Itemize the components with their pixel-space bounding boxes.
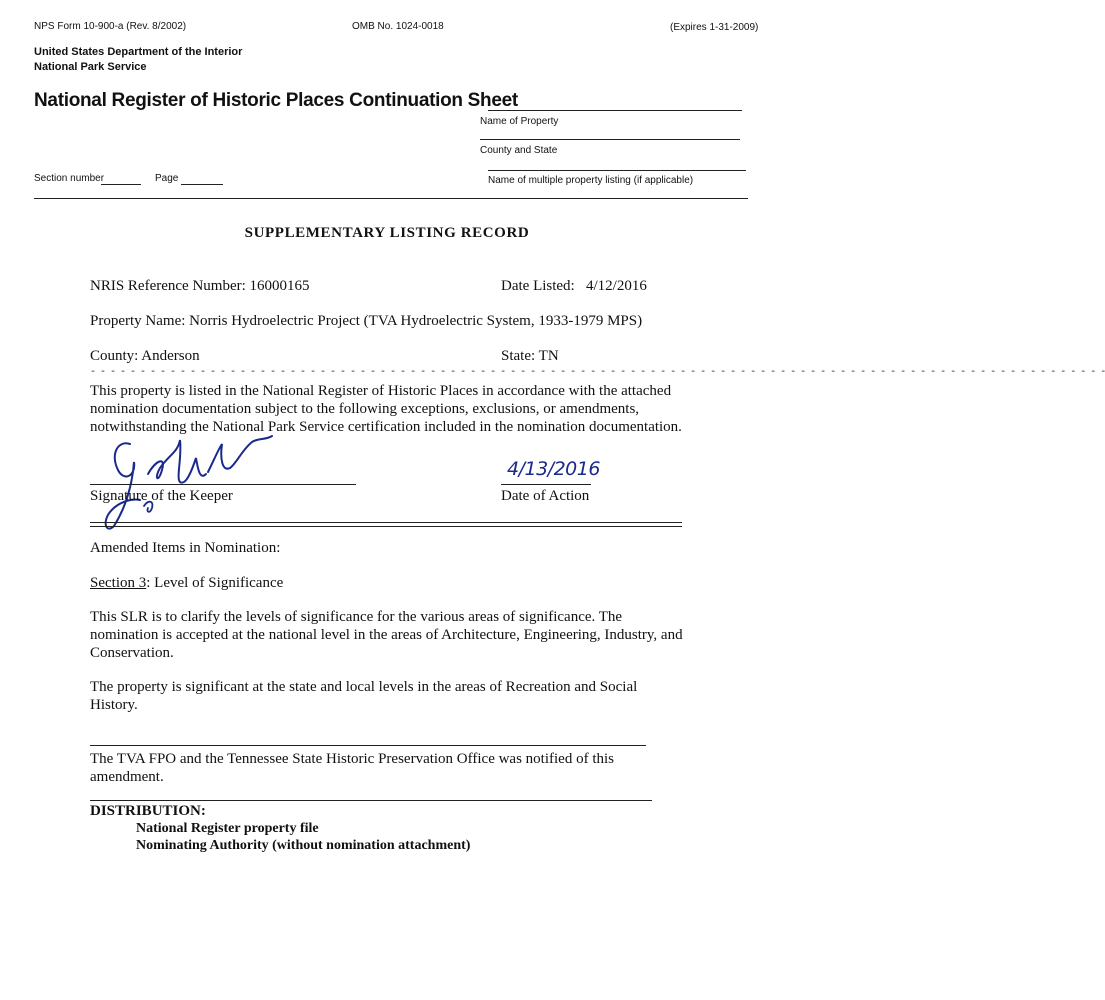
expiration-date: (Expires 1-31-2009)	[670, 22, 759, 33]
property-name-label: Property Name:	[90, 313, 186, 329]
name-of-property-label: Name of Property	[480, 116, 559, 127]
state-value: TN	[538, 348, 559, 364]
county-state-line	[480, 139, 740, 140]
double-divider-top	[90, 522, 682, 523]
state-local-paragraph: The property is significant at the state and local levels in the areas of Recreation and Social History.	[90, 679, 638, 713]
date-listed-value: 4/12/2016	[585, 278, 647, 294]
page-blank	[181, 184, 223, 185]
form-title: National Register of Historic Places Continuation Sheet	[34, 90, 518, 111]
multiple-listing-line	[488, 170, 746, 171]
amended-heading: Amended Items in Nomination:	[90, 540, 281, 556]
distribution-item: National Register property file	[136, 821, 319, 836]
nris-label: NRIS Reference Number:	[90, 278, 246, 294]
county-value: Anderson	[141, 348, 200, 364]
date-listed	[501, 277, 647, 295]
state	[501, 347, 559, 365]
signature-label: Signature of the Keeper	[90, 488, 233, 504]
signature-line	[90, 484, 356, 485]
distribution-item: Nominating Authority (without nomination attachment)	[136, 838, 471, 853]
multiple-listing-label: Name of multiple property listing (if applicable)	[488, 175, 694, 186]
record-heading: SUPPLEMENTARY LISTING RECORD	[244, 225, 530, 241]
section-ref-title: : Level of Significance	[146, 575, 284, 591]
date-of-action-line	[501, 484, 591, 485]
keeper-signature	[96, 430, 276, 535]
county-label: County:	[90, 348, 139, 364]
listing-statement: This property is listed in the National Register of Historic Places in accordance with the attached nomination documentation subject to the following exceptions, exclusions, or amendments, notwithstanding the National Park Service certification included in the nomination documentation.	[90, 383, 682, 435]
property-name	[90, 312, 642, 330]
section-number-blank	[101, 184, 141, 185]
date-of-action-handwritten: 4/13/2016	[507, 458, 600, 480]
dashed-divider-top: - - - - - - - - - - - - - - - - - - - - - - - - - - - - - - - - - - - - - - - - - - - - - - - - - - - - - - - - - - - - - - - - - - - - - - - - - - - - - - - - - - - - - - - - - - - - - - - - - - - - - -	[90, 367, 1105, 378]
nris-reference	[90, 277, 310, 295]
name-of-property-line	[488, 110, 742, 111]
property-name-value: Norris Hydroelectric Project (TVA Hydroelectric System, 1933-1979 MPS)	[189, 313, 643, 329]
nris-value: 16000165	[249, 278, 310, 294]
notification-paragraph: The TVA FPO and the Tennessee State Historic Preservation Office was notified of this amendment.	[90, 751, 614, 785]
section-number-label: Section number	[34, 173, 105, 184]
page-label: Page	[155, 173, 179, 184]
state-label: State:	[501, 348, 536, 364]
notice-divider	[90, 745, 646, 746]
section-reference	[90, 574, 283, 592]
county	[90, 347, 200, 365]
double-divider-bottom	[90, 526, 682, 527]
significance-paragraph: This SLR is to clarify the levels of significance for the various areas of significance. The nomination is accepted at the national level in the areas of Architecture, Engineering, Industry, and Conservation.	[90, 609, 683, 661]
distribution-heading: DISTRIBUTION:	[90, 803, 206, 819]
section-ref-number: Section 3	[90, 575, 147, 591]
county-state-label: County and State	[480, 145, 558, 156]
distribution-divider	[90, 800, 652, 801]
agency-department: United States Department of the Interior	[34, 46, 243, 58]
header-divider	[34, 198, 748, 199]
form-number: NPS Form 10-900-a (Rev. 8/2002)	[34, 21, 187, 32]
date-of-action-label: Date of Action	[501, 488, 590, 504]
agency-service: National Park Service	[34, 61, 147, 73]
omb-number: OMB No. 1024-0018	[352, 21, 444, 32]
date-listed-label: Date Listed:	[501, 278, 575, 294]
